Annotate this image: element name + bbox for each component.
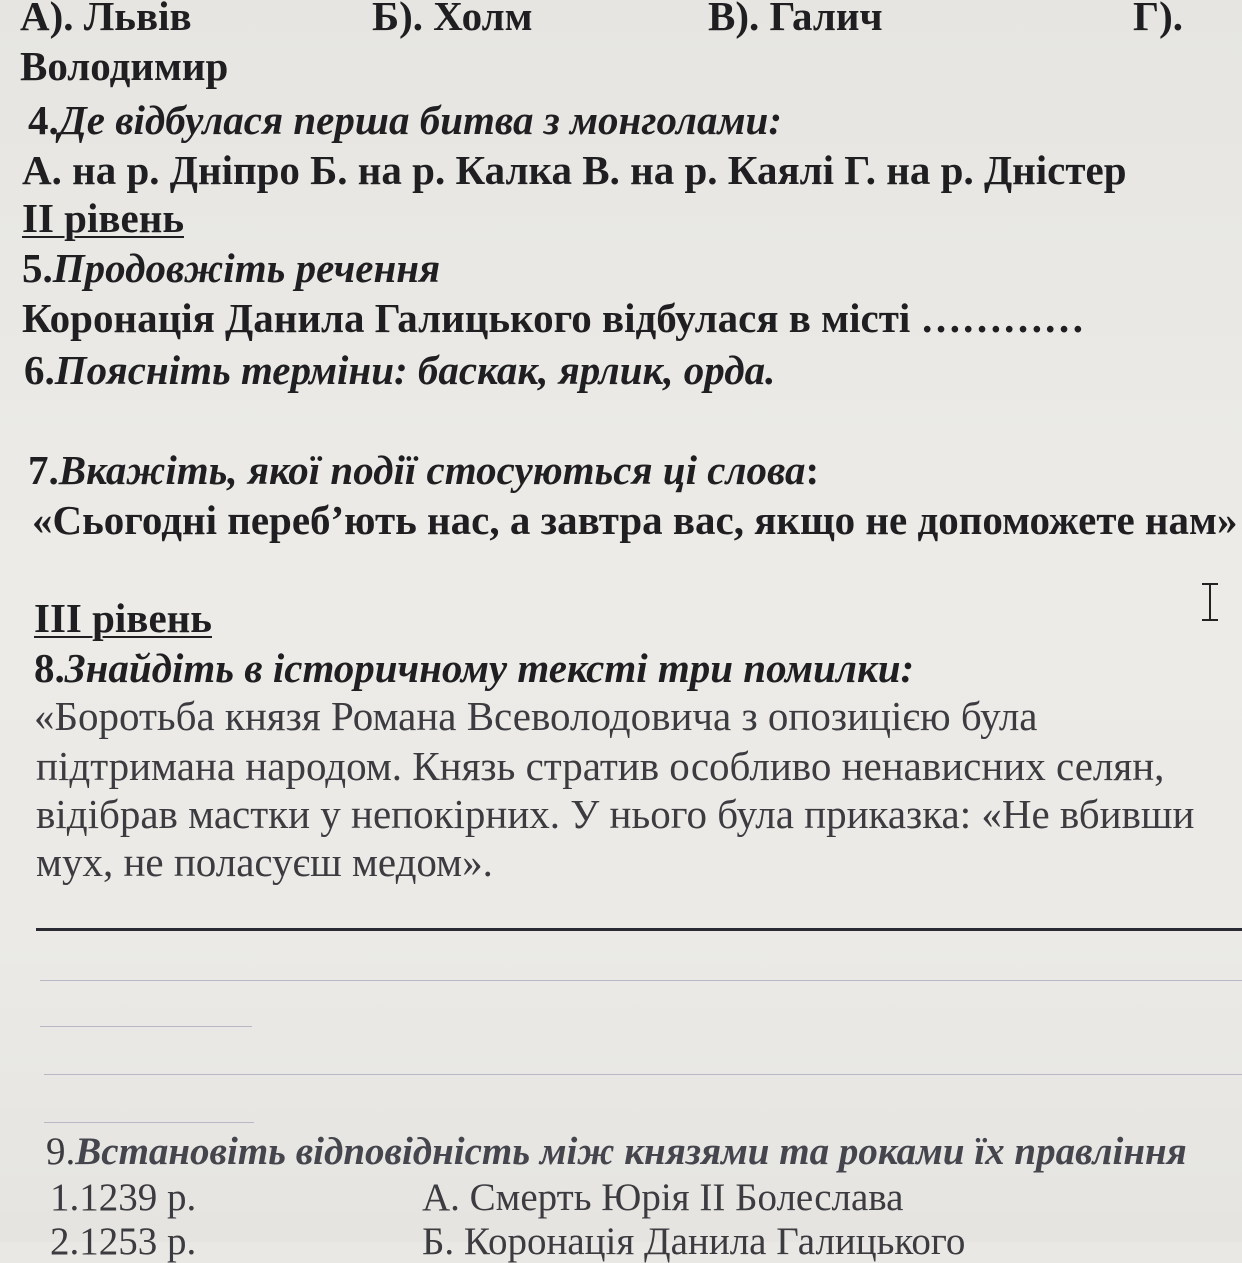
- question-8-text-line-3: відібрав мастки у непокірних. У нього була приказка: «Не вбивши: [36, 791, 1195, 837]
- answer-line-2-short: [40, 1026, 252, 1027]
- question-8-heading: [34, 645, 915, 691]
- question-4-options: А. на р. Дніпро Б. на р. Калка В. на р. Каялі Г. на р. Дністер: [22, 147, 1127, 193]
- answer-line-3: [44, 1074, 1242, 1075]
- question-7-quote: «Сьогодні переб’ють нас, а завтра вас, якщо не допоможете нам»: [32, 497, 1238, 543]
- q3-option-a: А). Львів: [20, 0, 192, 39]
- question-8-text-line-4: мух, не поласуєш медом».: [36, 839, 493, 885]
- question-6-heading: [24, 347, 776, 393]
- level-3-heading: ІІІ рівень: [34, 595, 212, 641]
- question-7-number: 7.: [28, 447, 59, 493]
- question-4-prompt: Де відбулася перша битва з монголами:: [58, 97, 783, 143]
- question-9-row-2-left: 2.1253 р.: [50, 1220, 197, 1263]
- question-9-heading: [46, 1132, 1187, 1171]
- question-5-text: Коронація Данила Галицького відбулася в місті …………: [22, 295, 1085, 341]
- question-5-prompt: Продовжіть речення: [52, 245, 441, 291]
- question-9-row-2-right: Б. Коронація Данила Галицького: [422, 1220, 966, 1263]
- question-5-number: 5.: [22, 245, 53, 291]
- answer-line-3-short: [44, 1122, 254, 1123]
- question-8-text-line-1: «Боротьба князя Романа Всеволодовича з опозицією була: [34, 693, 1038, 739]
- question-9-prompt: Встановіть відповідність між князями та роками їх правління: [75, 1130, 1187, 1173]
- question-4-number: 4.: [28, 97, 59, 143]
- q3-option-b: Б). Холм: [372, 0, 533, 39]
- question-7-heading: [28, 447, 820, 493]
- question-9-row-1-right: А. Смерть Юрія ІІ Болеслава: [422, 1176, 904, 1219]
- question-5-heading: [22, 245, 441, 291]
- question-8-prompt: Знайдіть в історичному тексті три помилки:: [64, 645, 915, 691]
- question-6-number: 6.: [24, 347, 55, 393]
- q3-option-c: В). Галич: [708, 0, 883, 39]
- answer-line-1: [36, 928, 1242, 931]
- question-7-colon: :: [805, 447, 820, 493]
- question-7-prompt: Вкажіть, якої події стосуються ці слова: [58, 447, 806, 493]
- question-9-row-1-left: 1.1239 р.: [50, 1176, 197, 1219]
- question-8-number: 8.: [34, 645, 65, 691]
- question-8-text-line-2: підтримана народом. Князь стратив особливо ненависних селян,: [36, 743, 1165, 789]
- text-cursor-icon: [1198, 582, 1222, 622]
- level-2-heading: ІІ рівень: [22, 195, 184, 241]
- question-6-prompt: Поясніть терміни: баскак, ярлик, орда.: [54, 347, 776, 393]
- q3-option-d: Г).: [1133, 0, 1183, 39]
- answer-line-2: [40, 980, 1242, 981]
- question-9-number: 9.: [46, 1130, 76, 1173]
- q3-option-d-continued: Володимир: [20, 43, 229, 89]
- question-4-heading: [28, 97, 783, 143]
